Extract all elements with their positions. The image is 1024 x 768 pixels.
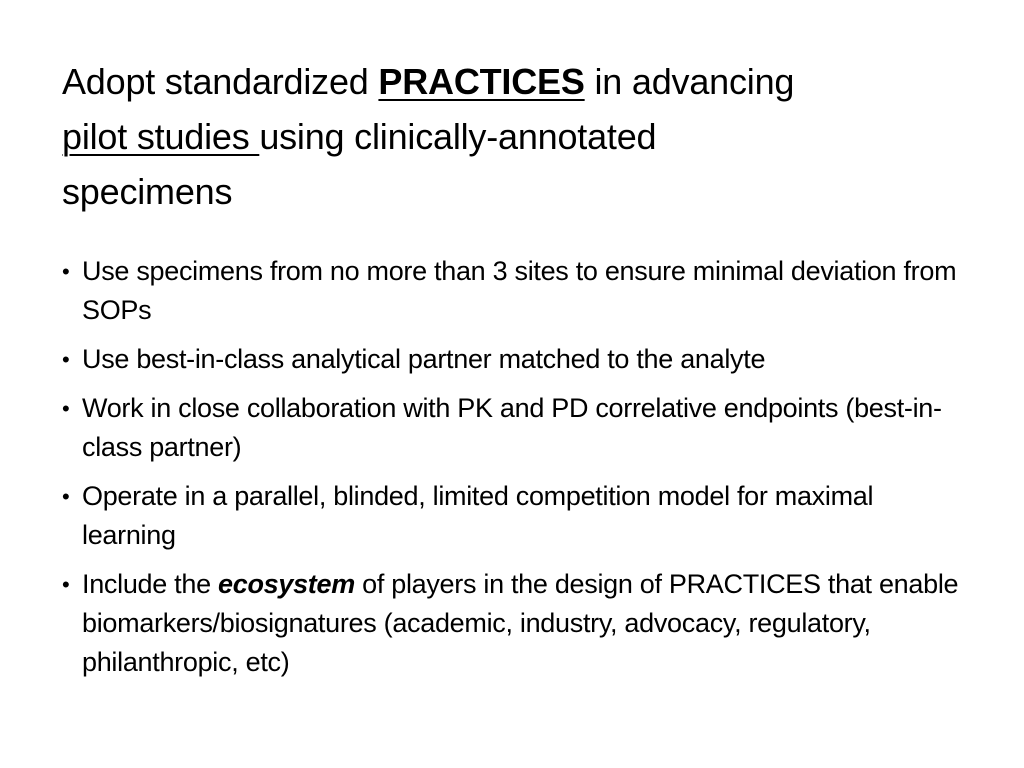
- bullet-item-2: [62, 340, 972, 379]
- bullet-emphasis-ecosystem: ecosystem: [218, 569, 355, 599]
- title-text-4: specimens: [62, 171, 233, 212]
- title-text-2: in advancing: [584, 61, 795, 102]
- title-text-3: using clinically-annotated: [259, 116, 657, 157]
- bullet-item-4: [62, 477, 972, 555]
- bullet-text: Use best-in-class analytical partner matched to the analyte: [82, 344, 766, 374]
- bullet-marker: •: [62, 396, 70, 421]
- bullet-item-3: [62, 389, 972, 467]
- bullet-item-1: [62, 252, 972, 330]
- title-emphasis-practices: PRACTICES: [378, 61, 585, 102]
- bullet-marker: •: [62, 484, 70, 509]
- bullet-marker: •: [62, 572, 70, 597]
- bullet-text-prefix: Include the: [82, 569, 219, 599]
- bullet-text: Use specimens from no more than 3 sites to ensure minimal deviation from SOPs: [82, 256, 957, 325]
- slide-title: [62, 54, 962, 219]
- bullet-list: [62, 252, 972, 692]
- bullet-text: Operate in a parallel, blinded, limited competition model for maximal learning: [82, 481, 874, 550]
- title-text-1: Adopt standardized: [62, 61, 379, 102]
- bullet-item-5: [62, 565, 972, 682]
- bullet-text: Work in close collaboration with PK and PD correlative endpoints (best-in-class partner): [82, 393, 942, 462]
- bullet-text-suffix: of players in the design of PRACTICES that enable biomarkers/biosignatures (academic, industry, advocacy, regulatory, philanthropic, etc): [82, 569, 959, 677]
- bullet-marker: •: [62, 259, 70, 284]
- title-emphasis-pilot-studies: pilot studies: [62, 116, 260, 157]
- bullet-marker: •: [62, 347, 70, 372]
